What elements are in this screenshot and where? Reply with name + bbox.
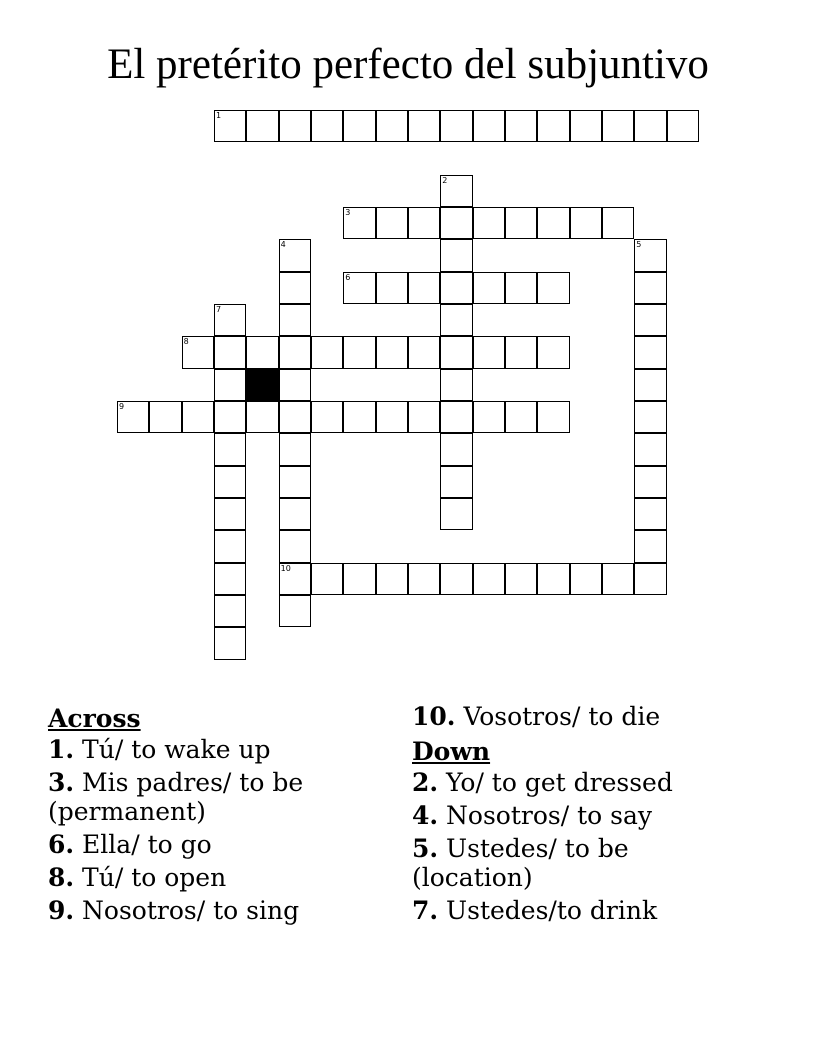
grid-cell[interactable]: [537, 110, 569, 142]
grid-cell[interactable]: [602, 563, 634, 595]
grid-cell[interactable]: [311, 336, 343, 368]
grid-cell[interactable]: [408, 207, 440, 239]
grid-cell[interactable]: [570, 563, 602, 595]
clue-item-number: 3.: [48, 768, 75, 797]
clue-item-text: Nosotros/ to sing: [74, 896, 300, 925]
grid-cell[interactable]: [440, 369, 472, 401]
clue-item-text: Nosotros/ to say: [438, 801, 653, 830]
grid-cell[interactable]: [246, 110, 278, 142]
grid-cell[interactable]: [279, 369, 311, 401]
grid-cell[interactable]: [634, 498, 666, 530]
grid-cell[interactable]: [505, 401, 537, 433]
grid-cell[interactable]: [214, 530, 246, 562]
clue-number: 10: [280, 563, 291, 573]
grid-cell[interactable]: [214, 563, 246, 595]
grid-cell[interactable]: [343, 563, 375, 595]
grid-cell[interactable]: [440, 304, 472, 336]
grid-cell[interactable]: [408, 563, 440, 595]
grid-cell[interactable]: [279, 563, 311, 595]
clue-item: [412, 702, 742, 731]
grid-cell[interactable]: [214, 433, 246, 465]
grid-cell[interactable]: [214, 466, 246, 498]
clue-item-text: Ustedes/to drink: [438, 896, 658, 925]
grid-cell[interactable]: [214, 595, 246, 627]
across-heading: Across: [48, 704, 141, 733]
grid-cell[interactable]: [440, 175, 472, 207]
grid-cell[interactable]: [634, 433, 666, 465]
grid-cell[interactable]: [408, 336, 440, 368]
clue-item-number: 6.: [48, 830, 75, 859]
grid-cell[interactable]: [408, 272, 440, 304]
clue-number: 7: [215, 304, 222, 314]
grid-cell[interactable]: [311, 563, 343, 595]
grid-cell[interactable]: [505, 272, 537, 304]
clue-number: 5: [636, 240, 642, 250]
black-square: [246, 369, 278, 401]
grid-cell[interactable]: [440, 272, 472, 304]
grid-cell[interactable]: [537, 207, 569, 239]
clue-item-text: Tú/ to wake up: [74, 735, 271, 764]
grid-cell[interactable]: [214, 401, 246, 433]
grid-cell[interactable]: [408, 110, 440, 142]
grid-cell[interactable]: [182, 401, 214, 433]
clue-item: [48, 735, 393, 764]
clue-item-text: Vosotros/ to die: [455, 702, 661, 731]
clues-column-right: [412, 702, 742, 929]
clue-item-number: 4.: [412, 801, 439, 830]
clue-item: [48, 768, 393, 826]
grid-cell[interactable]: [440, 336, 472, 368]
grid-cell[interactable]: [279, 530, 311, 562]
grid-cell[interactable]: [279, 110, 311, 142]
grid-cell[interactable]: [570, 110, 602, 142]
grid-cell[interactable]: [279, 466, 311, 498]
clue-number: 9: [119, 401, 125, 411]
grid-cell[interactable]: [343, 207, 375, 239]
grid-cell[interactable]: [505, 207, 537, 239]
grid-cell[interactable]: [279, 498, 311, 530]
grid-cell[interactable]: [376, 207, 408, 239]
grid-cell[interactable]: [117, 401, 149, 433]
grid-cell[interactable]: [537, 272, 569, 304]
grid-cell[interactable]: [602, 207, 634, 239]
clue-number: 2: [442, 175, 448, 185]
grid-cell[interactable]: [376, 110, 408, 142]
grid-cell[interactable]: [505, 563, 537, 595]
grid-cell[interactable]: [473, 563, 505, 595]
grid-cell[interactable]: [343, 401, 375, 433]
clue-item: [412, 801, 742, 830]
grid-cell[interactable]: [279, 239, 311, 271]
grid-cell[interactable]: [537, 401, 569, 433]
clue-number: 6: [345, 272, 351, 282]
grid-cell[interactable]: [376, 401, 408, 433]
grid-cell[interactable]: [473, 401, 505, 433]
grid-cell[interactable]: [311, 110, 343, 142]
grid-cell[interactable]: [634, 563, 666, 595]
grid-cell[interactable]: [214, 336, 246, 368]
clue-item: [412, 896, 742, 925]
grid-cell[interactable]: [279, 336, 311, 368]
grid-cell[interactable]: [473, 110, 505, 142]
clue-item-number: 7.: [412, 896, 439, 925]
grid-cell[interactable]: [440, 239, 472, 271]
grid-cell[interactable]: [440, 466, 472, 498]
grid-cell[interactable]: [279, 272, 311, 304]
clue-item: [48, 863, 393, 892]
grid-cell[interactable]: [214, 110, 246, 142]
clue-item: [412, 834, 742, 892]
clue-item-number: 9.: [48, 896, 75, 925]
grid-cell[interactable]: [246, 336, 278, 368]
grid-cell[interactable]: [473, 336, 505, 368]
grid-cell[interactable]: [214, 369, 246, 401]
grid-cell[interactable]: [311, 401, 343, 433]
grid-cell[interactable]: [634, 530, 666, 562]
crossword-grid: [117, 110, 699, 660]
grid-cell[interactable]: [505, 110, 537, 142]
grid-cell[interactable]: [634, 466, 666, 498]
clue-item-number: 8.: [48, 863, 75, 892]
grid-cell[interactable]: [279, 401, 311, 433]
grid-cell[interactable]: [214, 627, 246, 659]
grid-cell[interactable]: [602, 110, 634, 142]
grid-cell[interactable]: [440, 498, 472, 530]
grid-cell[interactable]: [634, 110, 666, 142]
clue-item-number: 2.: [412, 768, 439, 797]
grid-cell[interactable]: [246, 401, 278, 433]
grid-cell[interactable]: [634, 401, 666, 433]
grid-cell[interactable]: [440, 110, 472, 142]
grid-cell[interactable]: [473, 272, 505, 304]
clue-item-number: 5.: [412, 834, 439, 863]
clue-item-text: Mis padres/ to be (permanent): [48, 768, 304, 826]
grid-cell[interactable]: [343, 110, 375, 142]
page-title: El pretérito perfecto del subjuntivo: [107, 41, 709, 88]
grid-cell[interactable]: [440, 563, 472, 595]
clue-number: 4: [280, 240, 286, 250]
grid-cell[interactable]: [279, 304, 311, 336]
grid-cell[interactable]: [634, 304, 666, 336]
clue-item-text: Ustedes/ to be (location): [412, 834, 629, 892]
grid-cell[interactable]: [279, 595, 311, 627]
grid-cell[interactable]: [279, 433, 311, 465]
clue-number: 8: [183, 337, 189, 347]
clue-item: [48, 896, 393, 925]
grid-cell[interactable]: [634, 336, 666, 368]
grid-cell[interactable]: [667, 110, 699, 142]
clue-item-number: 10.: [412, 702, 456, 731]
grid-cell[interactable]: [376, 336, 408, 368]
grid-cell[interactable]: [537, 563, 569, 595]
clue-item: [412, 768, 742, 797]
clue-item-text: Tú/ to open: [74, 863, 227, 892]
clue-item-number: 1.: [48, 735, 75, 764]
grid-cell[interactable]: [570, 207, 602, 239]
grid-cell[interactable]: [214, 304, 246, 336]
grid-cell[interactable]: [182, 336, 214, 368]
grid-cell[interactable]: [376, 272, 408, 304]
grid-cell[interactable]: [537, 336, 569, 368]
clue-item: [48, 830, 393, 859]
clues-column-left: [48, 702, 393, 929]
grid-cell[interactable]: [376, 563, 408, 595]
grid-cell[interactable]: [634, 369, 666, 401]
grid-cell[interactable]: [440, 433, 472, 465]
clue-number: 3: [345, 207, 351, 217]
clue-item-text: Ella/ to go: [74, 830, 212, 859]
clue-item-text: Yo/ to get dressed: [438, 768, 673, 797]
down-heading: Down: [412, 737, 491, 766]
grid-cell[interactable]: [634, 272, 666, 304]
grid-cell[interactable]: [473, 207, 505, 239]
grid-cell[interactable]: [408, 401, 440, 433]
grid-cell[interactable]: [214, 498, 246, 530]
clue-number: 1: [215, 111, 222, 120]
grid-cell[interactable]: [505, 336, 537, 368]
grid-cell[interactable]: [634, 239, 666, 271]
grid-cell[interactable]: [440, 207, 472, 239]
grid-cell[interactable]: [440, 401, 472, 433]
grid-cell[interactable]: [343, 336, 375, 368]
grid-cell[interactable]: [343, 272, 375, 304]
grid-cell[interactable]: [149, 401, 181, 433]
